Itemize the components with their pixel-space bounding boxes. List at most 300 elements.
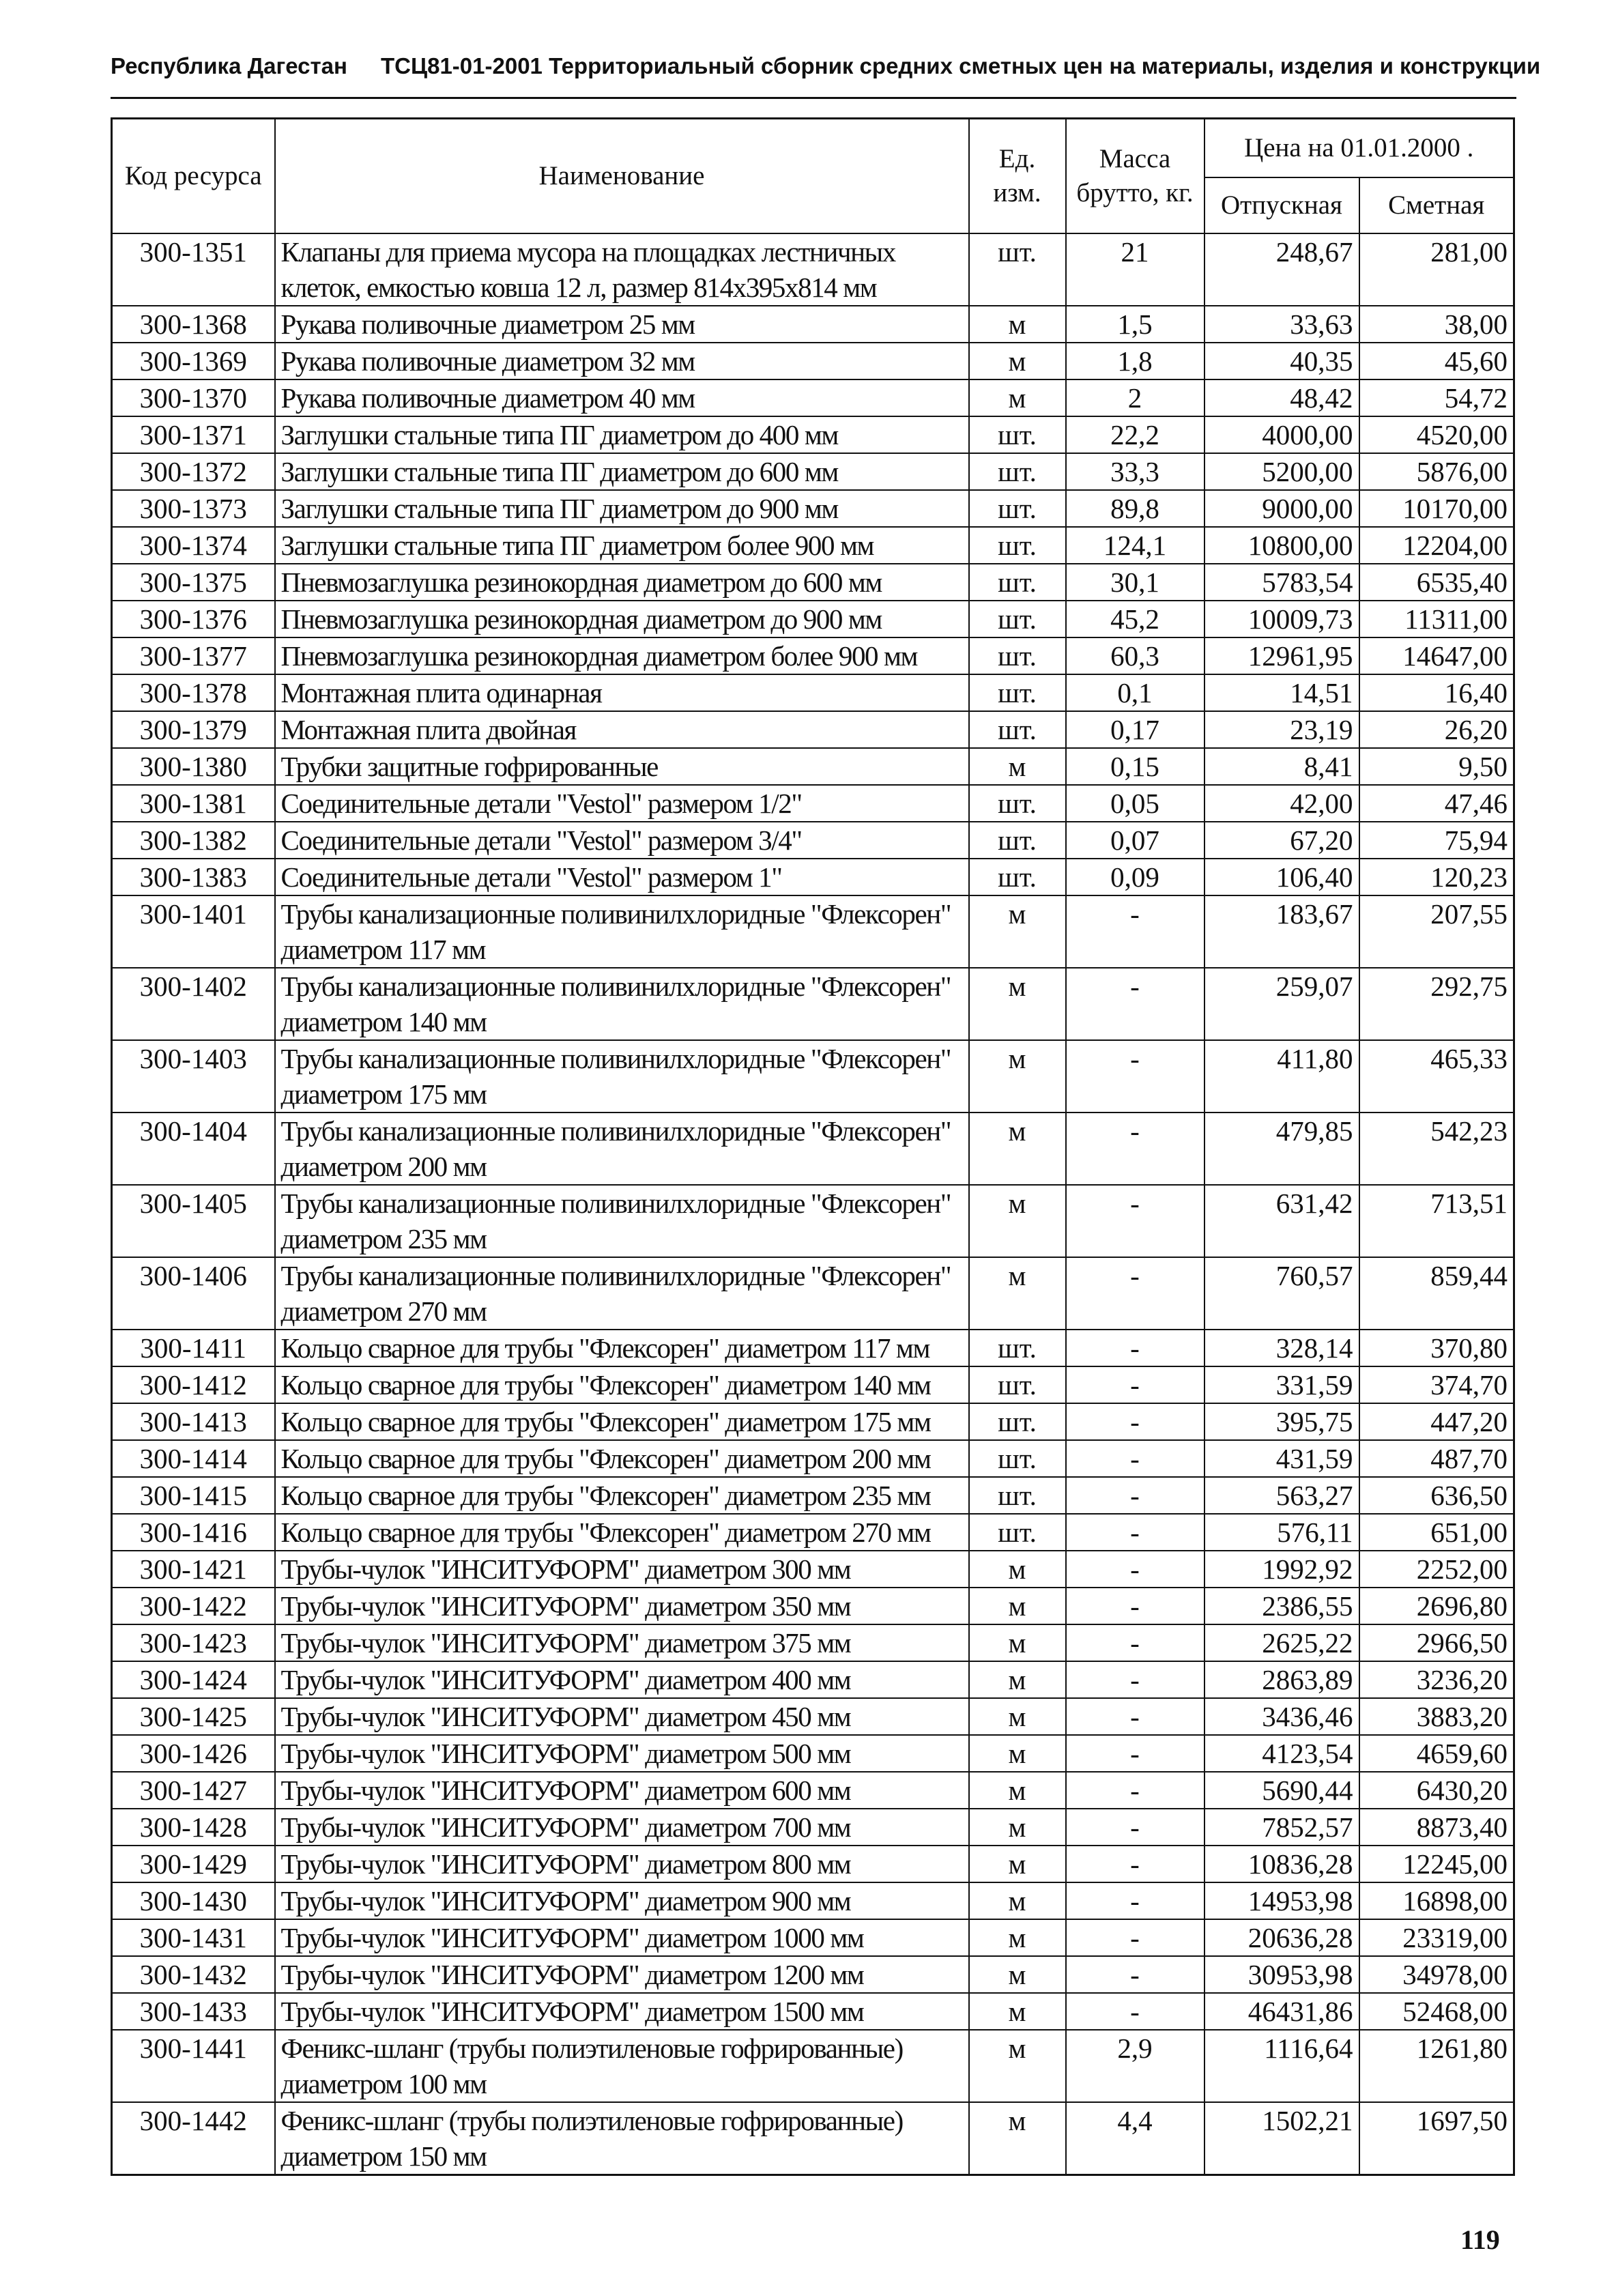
cell-estimate: 374,70 [1359, 1366, 1514, 1403]
cell-mass: 45,2 [1066, 601, 1204, 637]
cell-mass: 1,8 [1066, 343, 1204, 379]
cell-mass: 60,3 [1066, 637, 1204, 674]
cell-unit: м [969, 1809, 1066, 1846]
cell-release: 30953,98 [1204, 1956, 1359, 1993]
cell-unit: м [969, 306, 1066, 343]
cell-code: 300-1442 [112, 2102, 275, 2175]
cell-unit: м [969, 2102, 1066, 2175]
cell-unit: шт. [969, 490, 1066, 527]
table-row [112, 1809, 1514, 1846]
cell-unit: м [969, 379, 1066, 416]
cell-mass: - [1066, 1113, 1204, 1185]
cell-unit: шт. [969, 637, 1066, 674]
cell-code: 300-1411 [112, 1330, 275, 1366]
cell-name: Пневмозаглушка резинокордная диаметром более 900 мм [275, 637, 969, 674]
cell-name: Рукава поливочные диаметром 32 мм [275, 343, 969, 379]
cell-code: 300-1401 [112, 895, 275, 968]
cell-mass: - [1066, 1772, 1204, 1809]
cell-estimate: 292,75 [1359, 968, 1514, 1040]
cell-code: 300-1373 [112, 490, 275, 527]
cell-code: 300-1369 [112, 343, 275, 379]
table-row [112, 343, 1514, 379]
cell-code: 300-1427 [112, 1772, 275, 1809]
cell-name: Трубы-чулок "ИНСИТУФОРМ" диаметром 450 мм [275, 1698, 969, 1735]
cell-code: 300-1403 [112, 1040, 275, 1113]
cell-unit: шт. [969, 859, 1066, 895]
cell-code: 300-1423 [112, 1624, 275, 1661]
cell-estimate: 1261,80 [1359, 2030, 1514, 2102]
col-code-header: Код ресурса [112, 119, 275, 234]
cell-name: Феникс-шланг (трубы полиэтиленовые гофрированные) диаметром 100 мм [275, 2030, 969, 2102]
table-row [112, 1366, 1514, 1403]
cell-mass: - [1066, 1993, 1204, 2030]
cell-code: 300-1428 [112, 1809, 275, 1846]
cell-release: 248,67 [1204, 233, 1359, 306]
cell-release: 411,80 [1204, 1040, 1359, 1113]
table-row [112, 306, 1514, 343]
cell-release: 760,57 [1204, 1257, 1359, 1330]
cell-mass: 21 [1066, 233, 1204, 306]
cell-mass: - [1066, 1588, 1204, 1624]
table-row [112, 1661, 1514, 1698]
table-row [112, 564, 1514, 601]
cell-estimate: 10170,00 [1359, 490, 1514, 527]
cell-name: Феникс-шланг (трубы полиэтиленовые гофрированные) диаметром 150 мм [275, 2102, 969, 2175]
cell-estimate: 2252,00 [1359, 1551, 1514, 1588]
cell-mass: 2,9 [1066, 2030, 1204, 2102]
cell-release: 40,35 [1204, 343, 1359, 379]
table-row [112, 1846, 1514, 1882]
cell-name: Трубы канализационные поливинилхлоридные "Флексорен" диаметром 140 мм [275, 968, 969, 1040]
cell-unit: м [969, 1113, 1066, 1185]
table-row [112, 637, 1514, 674]
cell-name: Трубы-чулок "ИНСИТУФОРМ" диаметром 800 мм [275, 1846, 969, 1882]
cell-unit: м [969, 1040, 1066, 1113]
cell-name: Трубы-чулок "ИНСИТУФОРМ" диаметром 900 мм [275, 1882, 969, 1919]
cell-code: 300-1382 [112, 822, 275, 859]
cell-release: 259,07 [1204, 968, 1359, 1040]
cell-unit: шт. [969, 785, 1066, 822]
page-number: 119 [1460, 2224, 1500, 2255]
cell-estimate: 713,51 [1359, 1185, 1514, 1257]
cell-code: 300-1430 [112, 1882, 275, 1919]
cell-code: 300-1414 [112, 1440, 275, 1477]
cell-estimate: 11311,00 [1359, 601, 1514, 637]
cell-mass: 0,07 [1066, 822, 1204, 859]
cell-release: 431,59 [1204, 1440, 1359, 1477]
cell-release: 23,19 [1204, 711, 1359, 748]
cell-release: 10009,73 [1204, 601, 1359, 637]
cell-release: 48,42 [1204, 379, 1359, 416]
cell-code: 300-1424 [112, 1661, 275, 1698]
cell-name: Трубы-чулок "ИНСИТУФОРМ" диаметром 1200 мм [275, 1956, 969, 1993]
cell-code: 300-1415 [112, 1477, 275, 1514]
cell-estimate: 16898,00 [1359, 1882, 1514, 1919]
cell-release: 2386,55 [1204, 1588, 1359, 1624]
cell-unit: шт. [969, 1366, 1066, 1403]
cell-mass: - [1066, 1698, 1204, 1735]
cell-name: Трубы-чулок "ИНСИТУФОРМ" диаметром 375 мм [275, 1624, 969, 1661]
cell-name: Соединительные детали "Vestol" размером 1" [275, 859, 969, 895]
cell-unit: шт. [969, 711, 1066, 748]
cell-name: Трубы-чулок "ИНСИТУФОРМ" диаметром 300 мм [275, 1551, 969, 1588]
cell-unit: м [969, 1257, 1066, 1330]
cell-unit: шт. [969, 564, 1066, 601]
cell-mass: 124,1 [1066, 527, 1204, 564]
cell-release: 1116,64 [1204, 2030, 1359, 2102]
page-header [111, 53, 1541, 79]
cell-estimate: 651,00 [1359, 1514, 1514, 1551]
cell-mass: 4,4 [1066, 2102, 1204, 2175]
cell-code: 300-1425 [112, 1698, 275, 1735]
table-row [112, 1330, 1514, 1366]
cell-code: 300-1402 [112, 968, 275, 1040]
cell-estimate: 12245,00 [1359, 1846, 1514, 1882]
table-row [112, 1956, 1514, 1993]
cell-mass: - [1066, 1477, 1204, 1514]
cell-estimate: 281,00 [1359, 233, 1514, 306]
table-row [112, 822, 1514, 859]
cell-unit: шт. [969, 527, 1066, 564]
cell-mass: 2 [1066, 379, 1204, 416]
cell-unit: м [969, 895, 1066, 968]
cell-estimate: 4520,00 [1359, 416, 1514, 453]
table-row [112, 1772, 1514, 1809]
cell-release: 46431,86 [1204, 1993, 1359, 2030]
cell-estimate: 12204,00 [1359, 527, 1514, 564]
cell-code: 300-1421 [112, 1551, 275, 1588]
cell-code: 300-1351 [112, 233, 275, 306]
cell-mass: 0,15 [1066, 748, 1204, 785]
cell-estimate: 5876,00 [1359, 453, 1514, 490]
cell-mass: - [1066, 1403, 1204, 1440]
cell-estimate: 45,60 [1359, 343, 1514, 379]
cell-estimate: 2966,50 [1359, 1624, 1514, 1661]
cell-estimate: 447,20 [1359, 1403, 1514, 1440]
cell-release: 9000,00 [1204, 490, 1359, 527]
cell-name: Трубы-чулок "ИНСИТУФОРМ" диаметром 600 мм [275, 1772, 969, 1809]
cell-mass: - [1066, 1330, 1204, 1366]
cell-name: Клапаны для приема мусора на площадках лестничных клеток, емкостью ковша 12 л, размер 814x395x814 мм [275, 233, 969, 306]
cell-code: 300-1431 [112, 1919, 275, 1956]
cell-name: Пневмозаглушка резинокордная диаметром до 600 мм [275, 564, 969, 601]
table-row [112, 2102, 1514, 2175]
cell-unit: м [969, 1882, 1066, 1919]
cell-mass: - [1066, 1257, 1204, 1330]
cell-mass: 89,8 [1066, 490, 1204, 527]
cell-name: Рукава поливочные диаметром 40 мм [275, 379, 969, 416]
cell-code: 300-1377 [112, 637, 275, 674]
cell-estimate: 54,72 [1359, 379, 1514, 416]
cell-estimate: 636,50 [1359, 1477, 1514, 1514]
cell-code: 300-1413 [112, 1403, 275, 1440]
cell-mass: 33,3 [1066, 453, 1204, 490]
cell-code: 300-1404 [112, 1113, 275, 1185]
table-row [112, 1477, 1514, 1514]
cell-estimate: 4659,60 [1359, 1735, 1514, 1772]
cell-release: 14953,98 [1204, 1882, 1359, 1919]
table-row [112, 895, 1514, 968]
cell-mass: 1,5 [1066, 306, 1204, 343]
cell-name: Заглушки стальные типа ПГ диаметром до 400 мм [275, 416, 969, 453]
table-row [112, 748, 1514, 785]
cell-estimate: 8873,40 [1359, 1809, 1514, 1846]
table-row [112, 1993, 1514, 2030]
cell-mass: - [1066, 1846, 1204, 1882]
cell-estimate: 38,00 [1359, 306, 1514, 343]
table-row [112, 968, 1514, 1040]
cell-code: 300-1381 [112, 785, 275, 822]
cell-release: 479,85 [1204, 1113, 1359, 1185]
cell-unit: м [969, 1956, 1066, 1993]
table-row [112, 1735, 1514, 1772]
cell-code: 300-1433 [112, 1993, 275, 2030]
cell-code: 300-1371 [112, 416, 275, 453]
price-table [111, 117, 1515, 2176]
cell-code: 300-1370 [112, 379, 275, 416]
cell-name: Заглушки стальные типа ПГ диаметром до 600 мм [275, 453, 969, 490]
cell-name: Трубы канализационные поливинилхлоридные "Флексорен" диаметром 175 мм [275, 1040, 969, 1113]
cell-name: Трубы канализационные поливинилхлоридные "Флексорен" диаметром 270 мм [275, 1257, 969, 1330]
cell-mass: 0,1 [1066, 674, 1204, 711]
table-body [112, 233, 1514, 2175]
cell-estimate: 3883,20 [1359, 1698, 1514, 1735]
table-row [112, 1551, 1514, 1588]
table-row [112, 711, 1514, 748]
cell-release: 631,42 [1204, 1185, 1359, 1257]
cell-mass: - [1066, 1514, 1204, 1551]
cell-estimate: 3236,20 [1359, 1661, 1514, 1698]
header-title: ТСЦ81-01-2001 Территориальный сборник средних сметных цен на материалы, изделия и конструкции [381, 53, 1541, 78]
cell-name: Кольцо сварное для трубы "Флексорен" диаметром 200 мм [275, 1440, 969, 1477]
cell-name: Кольцо сварное для трубы "Флексорен" диаметром 175 мм [275, 1403, 969, 1440]
cell-code: 300-1383 [112, 859, 275, 895]
cell-release: 67,20 [1204, 822, 1359, 859]
table-row [112, 1919, 1514, 1956]
cell-unit: м [969, 968, 1066, 1040]
cell-mass: - [1066, 1185, 1204, 1257]
cell-release: 7852,57 [1204, 1809, 1359, 1846]
cell-release: 2625,22 [1204, 1624, 1359, 1661]
cell-unit: шт. [969, 453, 1066, 490]
table-row [112, 1403, 1514, 1440]
cell-release: 5783,54 [1204, 564, 1359, 601]
cell-name: Трубы-чулок "ИНСИТУФОРМ" диаметром 1000 мм [275, 1919, 969, 1956]
cell-estimate: 26,20 [1359, 711, 1514, 748]
cell-code: 300-1380 [112, 748, 275, 785]
cell-code: 300-1376 [112, 601, 275, 637]
cell-release: 331,59 [1204, 1366, 1359, 1403]
cell-name: Монтажная плита одинарная [275, 674, 969, 711]
cell-estimate: 465,33 [1359, 1040, 1514, 1113]
table-row [112, 1882, 1514, 1919]
cell-name: Кольцо сварное для трубы "Флексорен" диаметром 235 мм [275, 1477, 969, 1514]
table-row [112, 1113, 1514, 1185]
cell-estimate: 47,46 [1359, 785, 1514, 822]
col-mass-header: Масса брутто, кг. [1066, 119, 1204, 234]
cell-code: 300-1406 [112, 1257, 275, 1330]
cell-name: Кольцо сварное для трубы "Флексорен" диаметром 270 мм [275, 1514, 969, 1551]
cell-unit: м [969, 1551, 1066, 1588]
cell-mass: 30,1 [1066, 564, 1204, 601]
table-row [112, 1624, 1514, 1661]
cell-unit: шт. [969, 1514, 1066, 1551]
cell-unit: шт. [969, 1330, 1066, 1366]
cell-name: Заглушки стальные типа ПГ диаметром более 900 мм [275, 527, 969, 564]
cell-name: Соединительные детали "Vestol" размером 1/2" [275, 785, 969, 822]
cell-mass: - [1066, 1366, 1204, 1403]
cell-mass: - [1066, 1919, 1204, 1956]
cell-code: 300-1429 [112, 1846, 275, 1882]
cell-estimate: 14647,00 [1359, 637, 1514, 674]
cell-name: Трубы-чулок "ИНСИТУФОРМ" диаметром 1500 мм [275, 1993, 969, 2030]
cell-release: 4123,54 [1204, 1735, 1359, 1772]
cell-estimate: 487,70 [1359, 1440, 1514, 1477]
col-price-header: Цена на 01.01.2000 . [1204, 119, 1514, 178]
cell-unit: м [969, 1698, 1066, 1735]
cell-code: 300-1426 [112, 1735, 275, 1772]
cell-name: Кольцо сварное для трубы "Флексорен" диаметром 140 мм [275, 1366, 969, 1403]
cell-estimate: 6430,20 [1359, 1772, 1514, 1809]
cell-release: 10836,28 [1204, 1846, 1359, 1882]
table-row [112, 1257, 1514, 1330]
table-row [112, 1588, 1514, 1624]
cell-unit: м [969, 1624, 1066, 1661]
table-row [112, 453, 1514, 490]
cell-unit: м [969, 2030, 1066, 2102]
cell-unit: шт. [969, 233, 1066, 306]
cell-release: 4000,00 [1204, 416, 1359, 453]
cell-release: 12961,95 [1204, 637, 1359, 674]
col-release-header: Отпускная [1204, 177, 1359, 233]
cell-name: Рукава поливочные диаметром 25 мм [275, 306, 969, 343]
cell-estimate: 542,23 [1359, 1113, 1514, 1185]
cell-mass: - [1066, 895, 1204, 968]
cell-unit: шт. [969, 1403, 1066, 1440]
cell-name: Трубы-чулок "ИНСИТУФОРМ" диаметром 400 мм [275, 1661, 969, 1698]
cell-code: 300-1372 [112, 453, 275, 490]
cell-estimate: 75,94 [1359, 822, 1514, 859]
cell-code: 300-1412 [112, 1366, 275, 1403]
cell-name: Трубки защитные гофрированные [275, 748, 969, 785]
cell-release: 8,41 [1204, 748, 1359, 785]
cell-unit: м [969, 1993, 1066, 2030]
cell-unit: шт. [969, 416, 1066, 453]
cell-unit: м [969, 1185, 1066, 1257]
cell-estimate: 859,44 [1359, 1257, 1514, 1330]
cell-mass: - [1066, 1661, 1204, 1698]
table-row [112, 379, 1514, 416]
cell-mass: - [1066, 1040, 1204, 1113]
table-row [112, 1440, 1514, 1477]
table-row [112, 490, 1514, 527]
cell-release: 3436,46 [1204, 1698, 1359, 1735]
col-unit-header: Ед. изм. [969, 119, 1066, 234]
table-row [112, 1040, 1514, 1113]
cell-release: 14,51 [1204, 674, 1359, 711]
cell-estimate: 1697,50 [1359, 2102, 1514, 2175]
table-row [112, 2030, 1514, 2102]
header-region: Республика Дагестан [111, 53, 347, 78]
cell-code: 300-1379 [112, 711, 275, 748]
cell-release: 5690,44 [1204, 1772, 1359, 1809]
cell-mass: 0,17 [1066, 711, 1204, 748]
cell-code: 300-1405 [112, 1185, 275, 1257]
cell-unit: м [969, 1661, 1066, 1698]
cell-unit: шт. [969, 601, 1066, 637]
header-rule [111, 97, 1516, 99]
cell-mass: - [1066, 1809, 1204, 1846]
cell-mass: 0,05 [1066, 785, 1204, 822]
cell-name: Пневмозаглушка резинокордная диаметром до 900 мм [275, 601, 969, 637]
cell-release: 395,75 [1204, 1403, 1359, 1440]
cell-name: Соединительные детали "Vestol" размером 3/4" [275, 822, 969, 859]
table-row [112, 416, 1514, 453]
cell-release: 328,14 [1204, 1330, 1359, 1366]
cell-unit: м [969, 1735, 1066, 1772]
table-row [112, 601, 1514, 637]
cell-mass: - [1066, 1440, 1204, 1477]
table-row [112, 527, 1514, 564]
table-row [112, 674, 1514, 711]
cell-release: 2863,89 [1204, 1661, 1359, 1698]
cell-name: Трубы-чулок "ИНСИТУФОРМ" диаметром 700 мм [275, 1809, 969, 1846]
cell-code: 300-1416 [112, 1514, 275, 1551]
cell-release: 106,40 [1204, 859, 1359, 895]
cell-name: Кольцо сварное для трубы "Флексорен" диаметром 117 мм [275, 1330, 969, 1366]
cell-estimate: 207,55 [1359, 895, 1514, 968]
cell-estimate: 2696,80 [1359, 1588, 1514, 1624]
cell-mass: - [1066, 1735, 1204, 1772]
cell-unit: м [969, 1919, 1066, 1956]
cell-release: 33,63 [1204, 306, 1359, 343]
cell-release: 20636,28 [1204, 1919, 1359, 1956]
table-row [112, 1185, 1514, 1257]
cell-name: Трубы канализационные поливинилхлоридные "Флексорен" диаметром 200 мм [275, 1113, 969, 1185]
table-row [112, 859, 1514, 895]
table-row [112, 1514, 1514, 1551]
cell-unit: м [969, 1846, 1066, 1882]
cell-release: 1992,92 [1204, 1551, 1359, 1588]
cell-unit: шт. [969, 1477, 1066, 1514]
cell-unit: шт. [969, 1440, 1066, 1477]
cell-name: Трубы канализационные поливинилхлоридные "Флексорен" диаметром 117 мм [275, 895, 969, 968]
cell-code: 300-1441 [112, 2030, 275, 2102]
cell-mass: 0,09 [1066, 859, 1204, 895]
cell-estimate: 9,50 [1359, 748, 1514, 785]
cell-code: 300-1378 [112, 674, 275, 711]
cell-estimate: 120,23 [1359, 859, 1514, 895]
cell-code: 300-1432 [112, 1956, 275, 1993]
cell-estimate: 34978,00 [1359, 1956, 1514, 1993]
col-name-header: Наименование [275, 119, 969, 234]
cell-unit: м [969, 343, 1066, 379]
cell-code: 300-1422 [112, 1588, 275, 1624]
cell-name: Заглушки стальные типа ПГ диаметром до 900 мм [275, 490, 969, 527]
cell-release: 183,67 [1204, 895, 1359, 968]
cell-code: 300-1374 [112, 527, 275, 564]
cell-estimate: 6535,40 [1359, 564, 1514, 601]
table-row [112, 785, 1514, 822]
cell-name: Монтажная плита двойная [275, 711, 969, 748]
cell-code: 300-1368 [112, 306, 275, 343]
cell-mass: 22,2 [1066, 416, 1204, 453]
cell-name: Трубы-чулок "ИНСИТУФОРМ" диаметром 350 мм [275, 1588, 969, 1624]
cell-estimate: 16,40 [1359, 674, 1514, 711]
cell-unit: м [969, 748, 1066, 785]
cell-unit: м [969, 1772, 1066, 1809]
cell-release: 576,11 [1204, 1514, 1359, 1551]
